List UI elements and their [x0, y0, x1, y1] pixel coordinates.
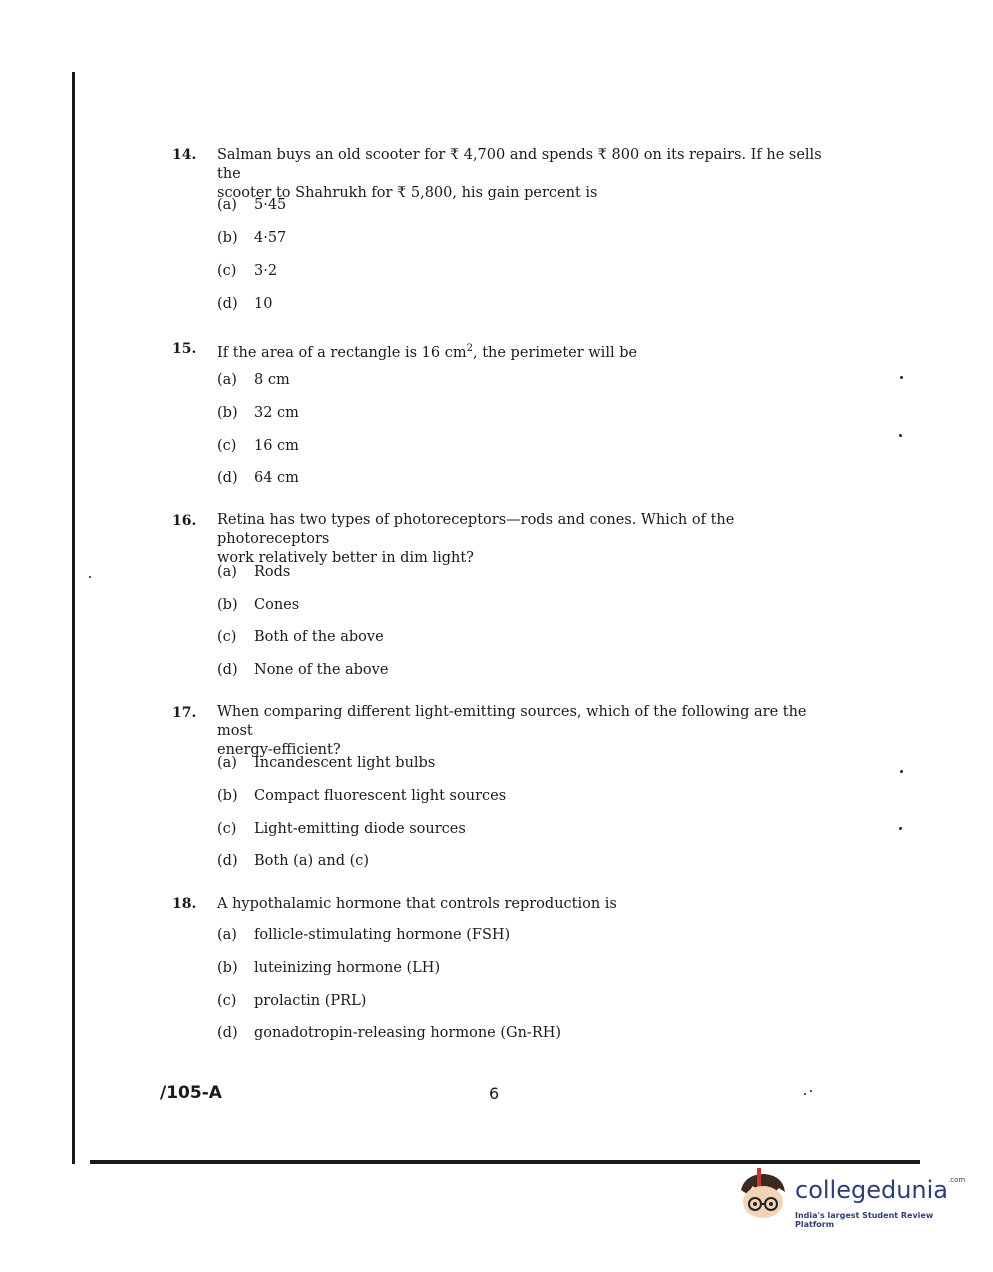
option-d [217, 470, 299, 486]
page-number: 6 [489, 1084, 500, 1103]
question-text-line: Salman buys an old scooter for ₹ 4,700 and spends ₹ 800 on its repairs. If he sells the [217, 147, 822, 182]
option-text: Incandescent light bulbs [254, 755, 436, 771]
option-c [217, 263, 277, 279]
question-text-line: Retina has two types of photoreceptors—rods and cones. Which of the photoreceptors [217, 512, 735, 547]
option-text: Light-emitting diode sources [254, 821, 466, 837]
option-c [217, 993, 366, 1009]
option-d [217, 1025, 561, 1041]
question-number: 18. [172, 896, 197, 912]
option-label: (d) [217, 470, 238, 486]
option-label: (c) [217, 438, 237, 454]
option-label: (c) [217, 821, 237, 837]
option-a [217, 197, 286, 213]
option-label: (c) [217, 263, 237, 279]
question-text-line: energy-efficient? [217, 742, 341, 758]
option-b [217, 788, 506, 804]
question-number: 15. [172, 341, 197, 357]
student-mascot-icon [735, 1168, 793, 1230]
option-text: 32 cm [254, 405, 299, 421]
left-margin-rule [72, 72, 75, 1164]
logo-tagline: India's largest Student Review Platform [795, 1211, 934, 1229]
option-text: gonadotropin-releasing hormone (Gn-RH) [254, 1025, 562, 1041]
scan-speck [810, 1090, 812, 1092]
option-label: (c) [217, 629, 237, 645]
option-c [217, 821, 466, 837]
option-text: 3·2 [254, 263, 278, 279]
option-text: 10 [254, 296, 273, 312]
bottom-rule [90, 1160, 920, 1164]
question-number: 17. [172, 705, 197, 721]
option-label: (b) [217, 960, 238, 976]
option-text: 16 cm [254, 438, 299, 454]
question-text [217, 895, 837, 914]
question-text [217, 511, 837, 568]
option-text: Both of the above [254, 629, 384, 645]
option-b [217, 960, 440, 976]
option-text: 64 cm [254, 470, 299, 486]
option-label: (d) [217, 1025, 238, 1041]
scan-speck [900, 376, 903, 379]
option-a [217, 755, 435, 771]
option-label: (a) [217, 755, 237, 771]
logo-name: collegedunia [795, 1176, 949, 1204]
option-text: Both (a) and (c) [254, 853, 370, 869]
question-text [217, 703, 837, 760]
logo-suffix: .com [948, 1176, 966, 1184]
option-text: Rods [254, 564, 291, 580]
question-text [217, 339, 837, 363]
option-d [217, 853, 369, 869]
option-d [217, 296, 272, 312]
question-text-line: work relatively better in dim light? [217, 550, 474, 566]
option-label: (d) [217, 853, 238, 869]
option-text: 8 cm [254, 372, 290, 388]
option-b [217, 230, 286, 246]
option-b [217, 597, 299, 613]
question-text [217, 146, 837, 203]
option-text: None of the above [254, 662, 389, 678]
logo-wordmark [795, 1176, 965, 1204]
question-text-part: If the area of a rectangle is 16 cm [217, 344, 467, 361]
question-text-line: When comparing different light-emitting sources, which of the following are the most [217, 704, 807, 739]
option-label: (a) [217, 197, 237, 213]
option-text: 5·45 [254, 197, 287, 213]
scan-speck [900, 770, 903, 773]
option-text: 4·57 [254, 230, 287, 246]
option-text: luteinizing hormone (LH) [254, 960, 441, 976]
option-a [217, 372, 290, 388]
option-label: (b) [217, 788, 238, 804]
question-text-line: scooter to Shahrukh for ₹ 5,800, his gain percent is [217, 185, 598, 201]
option-text: follicle-stimulating hormone (FSH) [254, 927, 511, 943]
option-d [217, 662, 388, 678]
option-label: (c) [217, 993, 237, 1009]
question-number: 14. [172, 147, 197, 163]
superscript: 2 [466, 343, 473, 354]
option-text: Compact fluorescent light sources [254, 788, 507, 804]
paper-code: /105-A [160, 1083, 222, 1103]
option-label: (a) [217, 927, 237, 943]
option-text: prolactin (PRL) [254, 993, 367, 1009]
collegedunia-logo [735, 1168, 965, 1230]
option-label: (d) [217, 662, 238, 678]
scan-speck [804, 1093, 806, 1095]
scan-speck [899, 827, 902, 830]
option-label: (b) [217, 405, 238, 421]
scan-speck [899, 434, 902, 437]
option-text: Cones [254, 597, 300, 613]
option-c [217, 438, 299, 454]
option-label: (a) [217, 564, 237, 580]
option-a [217, 927, 510, 943]
question-text-part: , the perimeter will be [472, 344, 638, 361]
option-c [217, 629, 384, 645]
option-label: (a) [217, 372, 237, 388]
option-label: (b) [217, 597, 238, 613]
question-number: 16. [172, 513, 197, 529]
scan-speck [89, 576, 91, 578]
option-label: (b) [217, 230, 238, 246]
question-text-line: A hypothalamic hormone that controls reproduction is [217, 896, 617, 912]
option-a [217, 564, 290, 580]
option-label: (d) [217, 296, 238, 312]
option-b [217, 405, 299, 421]
